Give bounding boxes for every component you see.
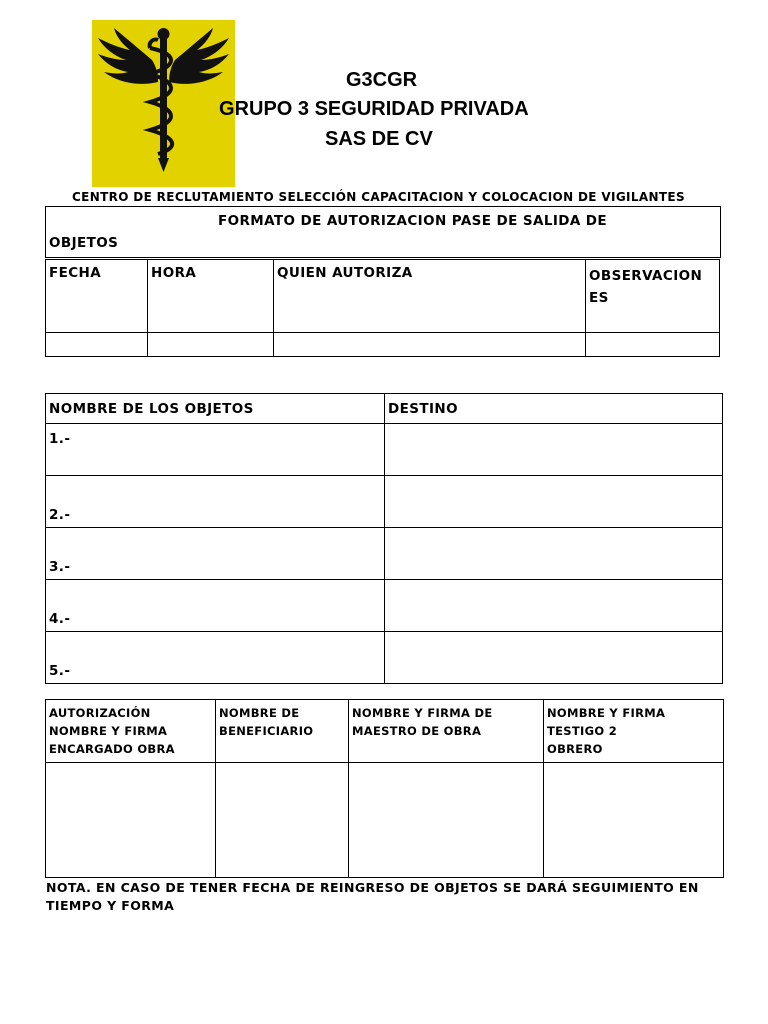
- signature-header-beneficiario: NOMBRE DE BENEFICIARIO: [216, 700, 349, 763]
- object-item-1[interactable]: 1.-: [46, 424, 385, 476]
- signature-header-testigo: NOMBRE Y FIRMA TESTIGO 2 OBRERO: [544, 700, 724, 763]
- subtitle: CENTRO DE RECLUTAMIENTO SELECCIÓN CAPACITACION Y COLOCACION DE VIGILANTES: [72, 190, 685, 204]
- hora-header: HORA: [148, 260, 274, 333]
- object-item-5[interactable]: 5.-: [46, 632, 385, 684]
- observaciones-field[interactable]: [586, 333, 720, 357]
- signature-header-encargado: AUTORIZACIÓN NOMBRE Y FIRMA ENCARGADO OBRA: [46, 700, 216, 763]
- authorization-table: [45, 259, 720, 357]
- company-logo: [92, 20, 235, 187]
- destino-item-3[interactable]: [385, 528, 723, 580]
- signature-field-encargado[interactable]: [46, 763, 216, 878]
- quien-autoriza-field[interactable]: [274, 333, 586, 357]
- fecha-header: FECHA: [46, 260, 148, 333]
- signatures-table: [45, 699, 724, 878]
- destino-item-4[interactable]: [385, 580, 723, 632]
- destino-item-2[interactable]: [385, 476, 723, 528]
- object-item-2[interactable]: 2.-: [46, 476, 385, 528]
- company-name: GRUPO 3 SEGURIDAD PRIVADA: [219, 98, 529, 120]
- form-title-line1: FORMATO DE AUTORIZACION PASE DE SALIDA DE: [218, 213, 608, 229]
- form-title-line2: OBJETOS: [49, 235, 119, 251]
- signature-header-maestro: NOMBRE Y FIRMA DE MAESTRO DE OBRA: [349, 700, 544, 763]
- destino-item-1[interactable]: [385, 424, 723, 476]
- observaciones-header: OBSERVACION ES: [586, 260, 720, 333]
- caduceus-wings-icon: [92, 20, 235, 187]
- signature-field-testigo[interactable]: [544, 763, 724, 878]
- company-type: SAS DE CV: [325, 128, 433, 150]
- quien-autoriza-header: QUIEN AUTORIZA: [274, 260, 586, 333]
- note: NOTA. EN CASO DE TENER FECHA DE REINGRESO DE OBJETOS SE DARÁ SEGUIMIENTO EN TIEMPO Y FORMA: [46, 880, 699, 913]
- signature-field-beneficiario[interactable]: [216, 763, 349, 878]
- object-item-3[interactable]: 3.-: [46, 528, 385, 580]
- object-item-4[interactable]: 4.-: [46, 580, 385, 632]
- form-title-box: [45, 206, 721, 258]
- signature-field-maestro[interactable]: [349, 763, 544, 878]
- objects-name-header: NOMBRE DE LOS OBJETOS: [46, 394, 385, 424]
- objects-table: [45, 393, 723, 684]
- destino-item-5[interactable]: [385, 632, 723, 684]
- hora-field[interactable]: [148, 333, 274, 357]
- destino-header: DESTINO: [385, 394, 723, 424]
- fecha-field[interactable]: [46, 333, 148, 357]
- company-code: G3CGR: [346, 69, 418, 91]
